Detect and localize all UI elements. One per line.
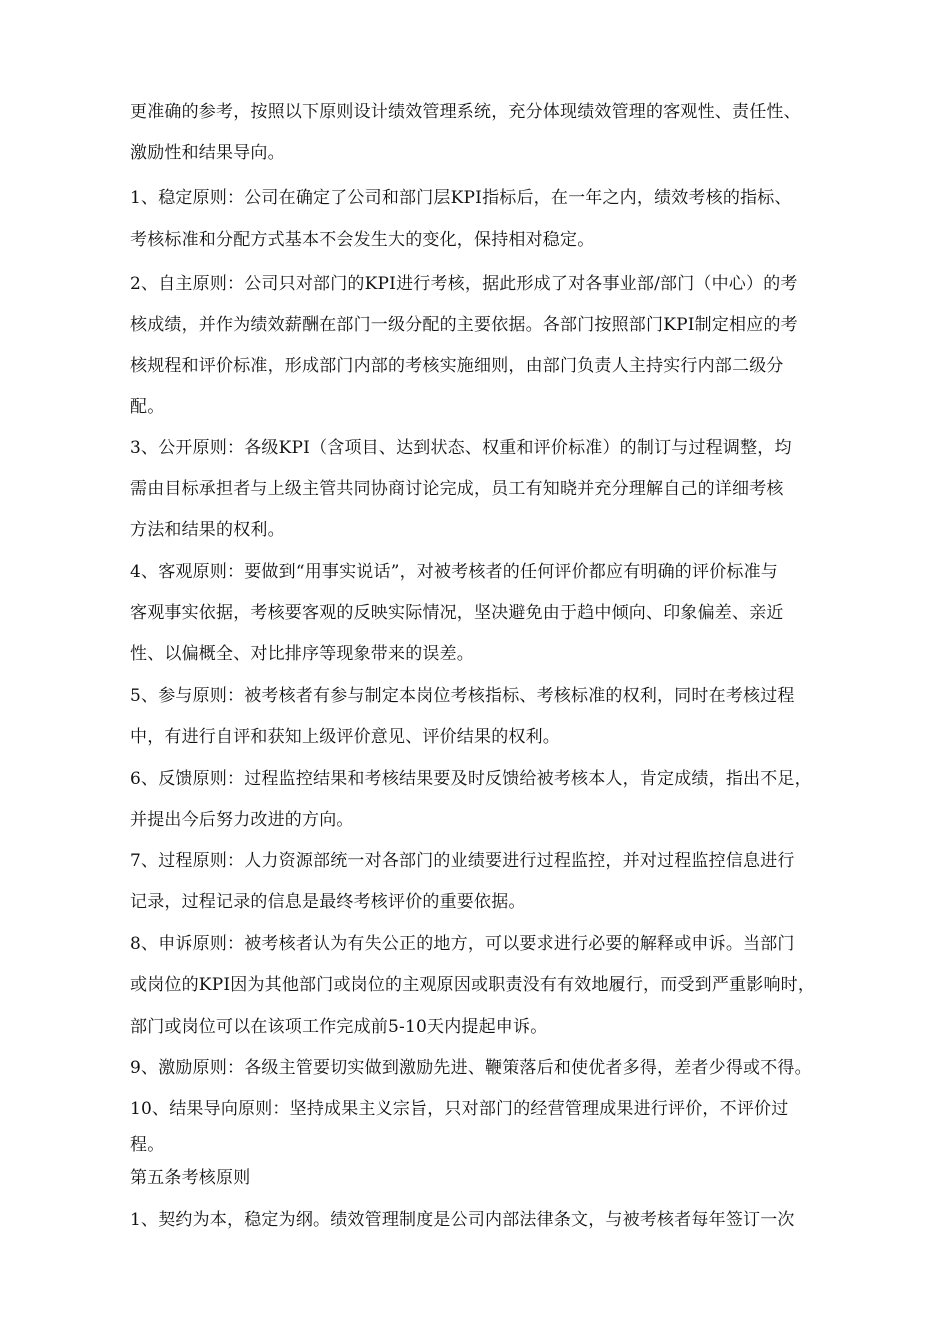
text-line: 并提出今后努力改进的方向。 <box>130 810 354 830</box>
text-line: 性、以偏概全、对比排序等现象带来的误差。 <box>130 644 474 664</box>
text-line: 8、申诉原则：被考核者认为有失公正的地方，可以要求进行必要的解释或申诉。当部门 <box>130 934 795 954</box>
text-line: 核成绩，并作为绩效薪酬在部门一级分配的主要依据。各部门按照部门KPI制定相应的考 <box>130 315 798 335</box>
text-line: 2、自主原则：公司只对部门的KPI进行考核，据此形成了对各事业部/部门（中心）的考 <box>130 274 798 294</box>
text-line: 考核标准和分配方式基本不会发生大的变化，保持相对稳定。 <box>130 230 595 250</box>
text-line: 客观事实依据，考核要客观的反映实际情况，坚决避免由于趋中倾向、印象偏差、亲近 <box>130 603 784 623</box>
text-line: 10、结果导向原则：坚持成果主义宗旨，只对部门的经营管理成果进行评价，不评价过 <box>130 1099 789 1119</box>
text-line: 记录，过程记录的信息是最终考核评价的重要依据。 <box>130 892 526 912</box>
heading-text: 第五条考核原则 <box>130 1168 251 1188</box>
text-line: 1、契约为本，稳定为纲。绩效管理制度是公司内部法律条文，与被考核者每年签订一次 <box>130 1210 795 1230</box>
text-line: 4、客观原则：要做到“用事实说话”，对被考核者的任何评价都应有明确的评价标准与 <box>130 562 778 582</box>
text-line: 需由目标承担者与上级主管共同协商讨论完成，员工有知晓并充分理解自己的详细考核 <box>130 479 784 499</box>
text-line: 配。 <box>130 397 165 417</box>
text-line: 1、稳定原则：公司在确定了公司和部门层KPI指标后，在一年之内，绩效考核的指标、 <box>130 188 792 208</box>
text-line: 3、公开原则：各级KPI（含项目、达到状态、权重和评价标准）的制订与过程调整，均 <box>130 438 792 458</box>
text-line: 9、激励原则：各级主管要切实做到激励先进、鞭策落后和使优者多得，差者少得或不得。 <box>130 1058 812 1078</box>
text-line: 或岗位的KPI因为其他部门或岗位的主观原因或职责没有有效地履行，而受到严重影响时， <box>130 975 816 995</box>
text-line: 中，有进行自评和获知上级评价意见、评价结果的权利。 <box>130 727 560 747</box>
text-line: 更准确的参考，按照以下原则设计绩效管理系统，充分体现绩效管理的客观性、责任性、 <box>130 102 801 122</box>
text-line: 5、参与原则：被考核者有参与制定本岗位考核指标、考核标准的权利，同时在考核过程 <box>130 686 795 706</box>
text-line: 程。 <box>130 1135 165 1155</box>
text-line: 7、过程原则：人力资源部统一对各部门的业绩要进行过程监控，并对过程监控信息进行 <box>130 851 795 871</box>
text-line: 方法和结果的权利。 <box>130 520 285 540</box>
text-line: 核规程和评价标准，形成部门内部的考核实施细则，由部门负责人主持实行内部二级分 <box>130 356 784 376</box>
text-line: 激励性和结果导向。 <box>130 143 285 163</box>
text-line: 部门或岗位可以在该项工作完成前5-10天内提起申诉。 <box>130 1017 548 1037</box>
text-line: 6、反馈原则：过程监控结果和考核结果要及时反馈给被考核本人，肯定成绩，指出不足， <box>130 769 812 789</box>
